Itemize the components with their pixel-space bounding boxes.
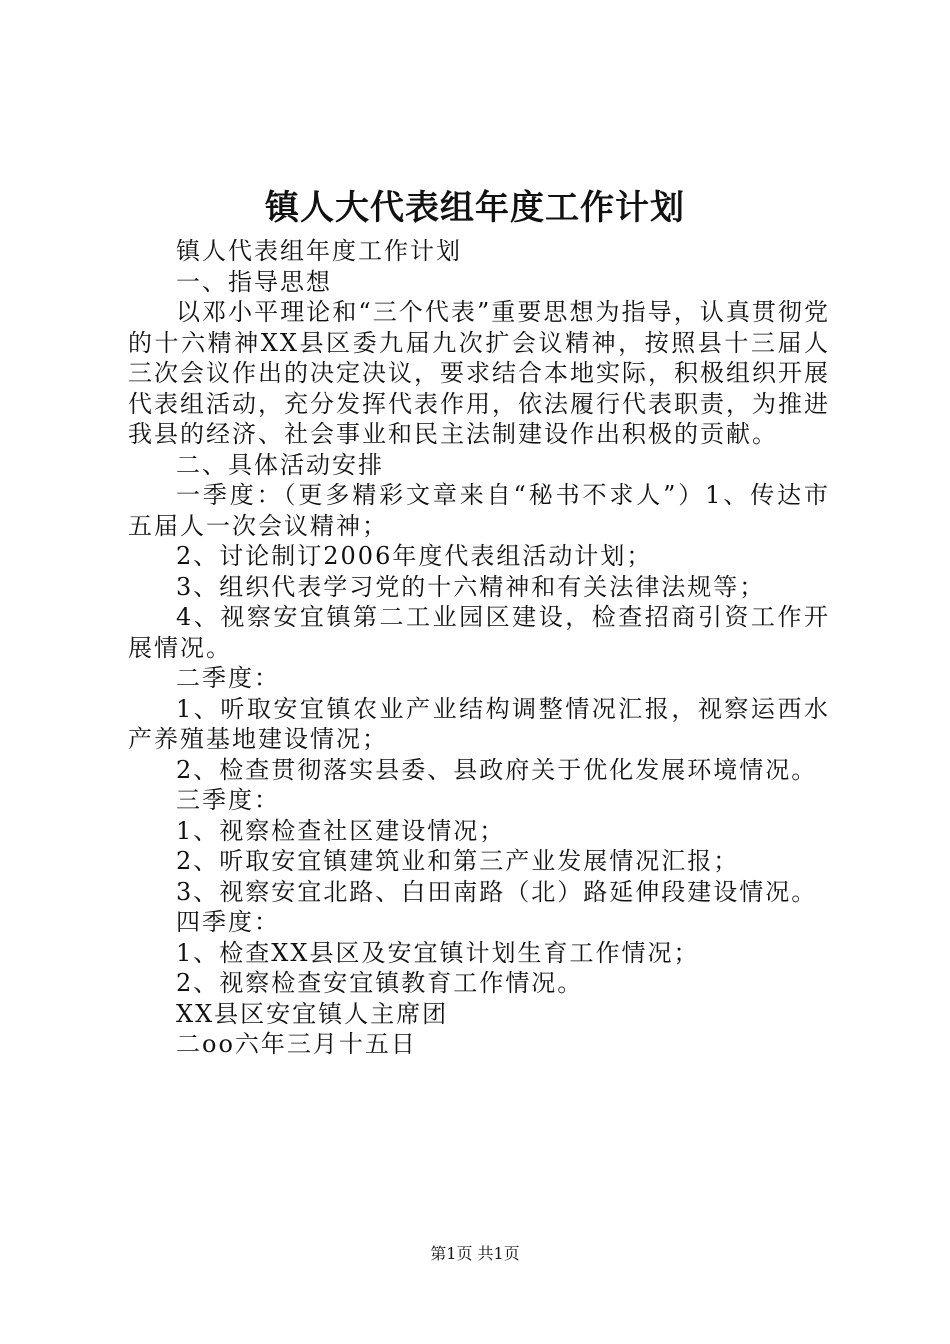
paragraph-heading-guiding-thought: 一、指导思想 bbox=[176, 267, 332, 296]
paragraph-q1-item-3: 3、组织代表学习党的十六精神和有关法律法规等； bbox=[176, 572, 766, 601]
paragraph-q3-item-1: 1、视察检查社区建设情况； bbox=[176, 816, 506, 845]
paragraph-q4-heading: 四季度： bbox=[176, 908, 280, 936]
paragraph-q1-item-1: 一季度：（更多精彩文章来自“秘书不求人”）1、传达市五届人一次会议精神； bbox=[128, 481, 830, 540]
paragraph-q1-item-4: 4、视察安宜镇第二工业园区建设，检查招商引资工作开展情况。 bbox=[128, 603, 830, 662]
page-footer: 第1页 共1页 bbox=[430, 1244, 520, 1263]
document-title: 镇人大代表组年度工作计划 bbox=[265, 188, 685, 228]
document-body bbox=[128, 236, 830, 1060]
paragraph-q1-item-2: 2、讨论制订2006年度代表组活动计划； bbox=[176, 542, 653, 570]
paragraph-q3-heading: 三季度： bbox=[176, 786, 280, 814]
paragraph-heading-activities: 二、具体活动安排 bbox=[176, 450, 384, 479]
paragraph-signature-org: XX县区安宜镇人主席团 bbox=[176, 999, 449, 1028]
paragraph-signature-date: 二oo六年三月十五日 bbox=[176, 1030, 417, 1058]
paragraph-q2-heading: 二季度： bbox=[176, 664, 280, 692]
paragraph-subtitle: 镇人代表组年度工作计划 bbox=[176, 237, 462, 265]
paragraph-q3-item-3: 3、视察安宜北路、白田南路（北）路延伸段建设情况。 bbox=[176, 877, 818, 906]
paragraph-q4-item-2: 2、视察检查安宜镇教育工作情况。 bbox=[176, 969, 584, 997]
paragraph-q3-item-2: 2、听取安宜镇建筑业和第三产业发展情况汇报； bbox=[176, 847, 740, 875]
paragraph-guiding-thought: 以邓小平理论和“三个代表”重要思想为指导，认真贯彻党的十六精神XX县区委九届九次扩会议精神，按照县十三届人三次会议作出的决定决议，要求结合本地实际，积极组织开展代表组活动，充分发挥代表作用，依法履行代表职责，为推进我县的经济、社会事业和民主法制建设作出积极的贡献。 bbox=[128, 298, 830, 448]
paragraph-q4-item-1: 1、检查XX县区及安宜镇计划生育工作情况； bbox=[176, 938, 700, 967]
paragraph-q2-item-2: 2、检查贯彻落实县委、县政府关于优化发展环境情况。 bbox=[176, 755, 818, 784]
paragraph-q2-item-1: 1、听取安宜镇农业产业结构调整情况汇报，视察运西水产养殖基地建设情况； bbox=[128, 694, 830, 753]
